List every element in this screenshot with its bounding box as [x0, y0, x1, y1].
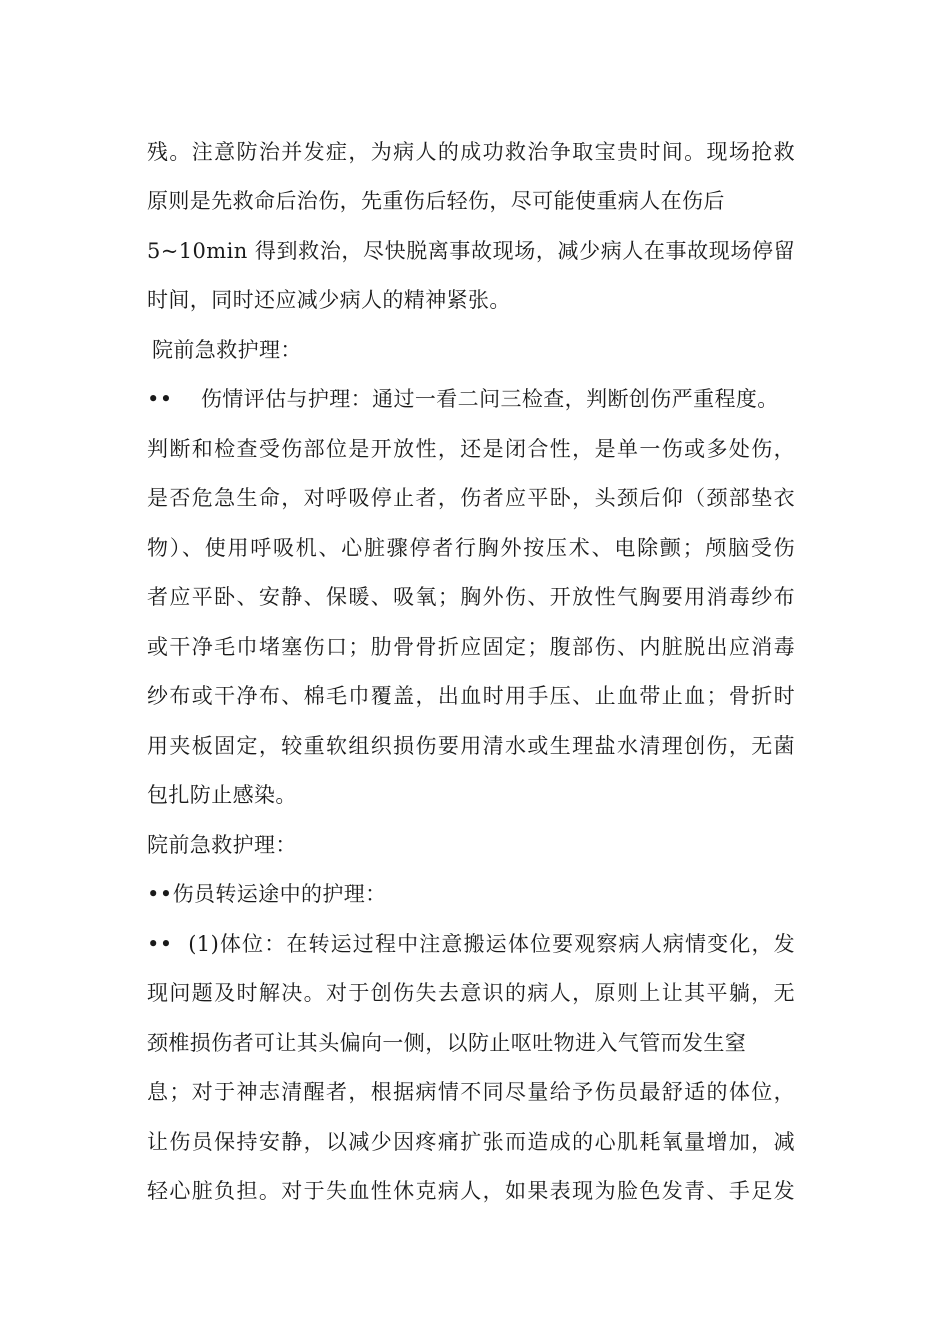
- text-line: 判断和检查受伤部位是开放性，还是闭合性，是单一伤或多处伤，: [147, 437, 795, 461]
- text-line: 是否危急生命，对呼吸停止者，伤者应平卧，头颈后仰（颈部垫衣: [147, 486, 795, 510]
- bullet-line: ••伤员转运途中的护理：: [147, 882, 387, 906]
- text-line: 息；对于神志清醒者，根据病情不同尽量给予伤员最舒适的体位，: [147, 1080, 795, 1104]
- section-heading: 院前急救护理：: [147, 833, 297, 857]
- text-line: 纱布或干净布、棉毛巾覆盖，出血时用手压、止血带止血；骨折时: [147, 684, 795, 708]
- bullet-line: •• (1)体位：在转运过程中注意搬运体位要观察病人病情变化，发: [147, 932, 795, 956]
- text-line: 残。注意防治并发症，为病人的成功救治争取宝贵时间。现场抢救: [147, 140, 795, 164]
- text-line: 原则是先救命后治伤，先重伤后轻伤，尽可能使重病人在伤后: [147, 189, 725, 213]
- text-line: 轻心脏负担。对于失血性休克病人，如果表现为脸色发青、手足发: [147, 1179, 795, 1203]
- text-line: 者应平卧、安静、保暖、吸氧；胸外伤、开放性气胸要用消毒纱布: [147, 585, 795, 609]
- section-heading: 院前急救护理：: [152, 338, 302, 362]
- text-line: 物）、使用呼吸机、心脏骤停者行胸外按压术、电除颤；颅脑受伤: [147, 536, 795, 560]
- text-line: 颈椎损伤者可让其头偏向一侧，以防止呕吐物进入气管而发生窒: [147, 1031, 747, 1055]
- text-line: 包扎防止感染。: [147, 783, 297, 807]
- text-line: 现问题及时解决。对于创伤失去意识的病人，原则上让其平躺，无: [147, 981, 795, 1005]
- text-line: 时间，同时还应减少病人的精神紧张。: [147, 288, 511, 312]
- text-line: 用夹板固定，较重软组织损伤要用清水或生理盐水清理创伤，无菌: [147, 734, 795, 758]
- text-line: 让伤员保持安静，以减少因疼痛扩张而造成的心肌耗氧量增加，减: [147, 1130, 795, 1154]
- bullet-line: •• 伤情评估与护理：通过一看二问三检查，判断创伤严重程度。: [147, 387, 779, 411]
- text-line: 或干净毛巾堵塞伤口；肋骨骨折应固定；腹部伤、内脏脱出应消毒: [147, 635, 795, 659]
- text-line: 5~10min 得到救治，尽快脱离事故现场，减少病人在事故现场停留: [147, 239, 795, 263]
